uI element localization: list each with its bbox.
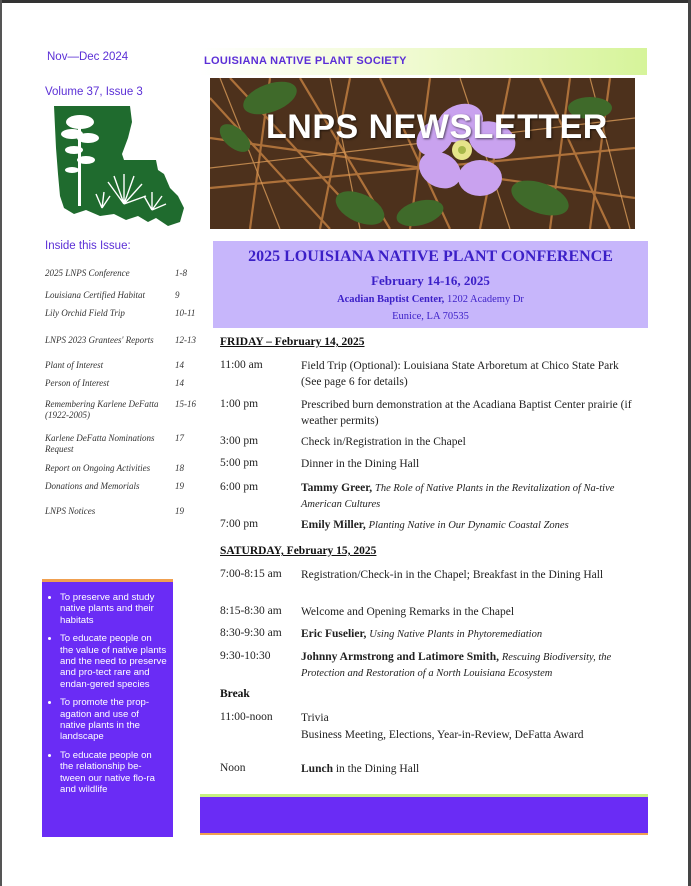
event-detail: in the Dining Hall bbox=[332, 763, 420, 775]
issue-date: Nov—Dec 2024 bbox=[47, 51, 129, 63]
schedule-time: 11:00 am bbox=[220, 359, 263, 371]
toc-title: Louisiana Certified Habitat bbox=[45, 290, 146, 300]
schedule-description: Registration/Check-in in the Chapel; Breakfast in the Dining Hall bbox=[301, 569, 604, 581]
schedule-time: 5:00 pm bbox=[220, 457, 259, 469]
mission-item: • To preserve and study native plants and their habitats bbox=[60, 592, 167, 626]
flower-photo bbox=[210, 78, 635, 229]
venue-address: 1202 Academy Dr bbox=[444, 294, 524, 305]
conference-city: Eunice, LA 70535 bbox=[392, 311, 469, 322]
talk-title: The Role of Native Plants in the Revitalization of Na-tive American Cultures bbox=[301, 483, 615, 510]
schedule-time: 7:00 pm bbox=[220, 518, 259, 530]
talk-title: Rescuing Biodiversity, the Protection and Restoration of a North Louisiana Ecosystem bbox=[301, 652, 612, 679]
schedule-description: Welcome and Opening Remarks in the Chapel bbox=[301, 606, 515, 618]
society-name: LOUISIANA NATIVE PLANT SOCIETY bbox=[204, 55, 407, 67]
toc-title: 2025 LNPS Conference bbox=[45, 268, 130, 278]
conference-title: 2025 LOUISIANA NATIVE PLANT CONFERENCE bbox=[248, 248, 613, 265]
volume-issue: Volume 37, Issue 3 bbox=[45, 86, 143, 98]
toc-pages: 10-11 bbox=[175, 308, 196, 318]
schedule-description: Field Trip (Optional): Louisiana State Arboretum at Chico State Park (See page 6 for details) bbox=[301, 360, 619, 388]
mission-box bbox=[42, 579, 173, 837]
schedule-description bbox=[301, 518, 641, 534]
speaker-name: Tammy Greer, bbox=[301, 482, 373, 494]
newsletter-title: LNPS NEWSLETTER bbox=[266, 108, 608, 146]
schedule-time: 9:30-10:30 bbox=[220, 650, 271, 662]
friday-heading: FRIDAY – February 14, 2025 bbox=[220, 336, 365, 348]
toc-title: Person of Interest bbox=[45, 378, 110, 388]
conference-dates: February 14-16, 2025 bbox=[371, 273, 490, 288]
schedule-line: Business Meeting, Elections, Year-in-Review, DeFatta Award bbox=[301, 728, 584, 741]
schedule-line: Trivia bbox=[301, 712, 329, 724]
toc-title: Karlene DeFatta Nominations Request bbox=[45, 433, 155, 454]
schedule-time: 7:00-8:15 am bbox=[220, 568, 282, 580]
schedule-time: Noon bbox=[220, 762, 246, 774]
event-name: Lunch bbox=[301, 763, 333, 775]
toc-pages: 19 bbox=[175, 481, 184, 491]
newsletter-banner bbox=[210, 78, 635, 229]
schedule-description bbox=[301, 711, 641, 743]
toc-title: Remembering Karlene DeFatta (1922-2005) bbox=[45, 399, 159, 420]
toc-pages: 18 bbox=[175, 463, 184, 473]
toc-pages: 14 bbox=[175, 360, 184, 370]
conference-venue bbox=[213, 294, 648, 305]
schedule-time: 6:00 pm bbox=[220, 481, 259, 493]
break-heading: Break bbox=[220, 688, 250, 700]
schedule-description bbox=[301, 481, 641, 512]
schedule-time: 3:00 pm bbox=[220, 435, 259, 447]
mission-item: • To educate people on the relationship be-tween our native flo-ra and wildlife bbox=[60, 750, 167, 796]
toc-title: Donations and Memorials bbox=[45, 481, 140, 491]
toc-pages: 15-16 bbox=[175, 399, 196, 409]
schedule-description: Prescribed burn demonstration at the Acadiana Baptist Center prairie (if weather permits) bbox=[301, 399, 632, 427]
toc-heading: Inside this Issue: bbox=[45, 240, 131, 252]
footer-accent-line bbox=[200, 833, 648, 835]
toc-pages: 19 bbox=[175, 506, 184, 516]
schedule-description: Dinner in the Dining Hall bbox=[301, 458, 420, 470]
speaker-name: Emily Miller, bbox=[301, 519, 366, 531]
saturday-heading: SATURDAY, February 15, 2025 bbox=[220, 545, 377, 557]
schedule-time: 8:15-8:30 am bbox=[220, 605, 282, 617]
speaker-name: Eric Fuselier, bbox=[301, 628, 367, 640]
toc-title: LNPS 2023 Grantees' Reports bbox=[45, 335, 154, 345]
speaker-name: Johnny Armstrong and Latimore Smith, bbox=[301, 651, 499, 663]
toc-title: LNPS Notices bbox=[45, 506, 96, 516]
conference-box bbox=[213, 241, 648, 328]
talk-title: Using Native Plants in Phytoremediation bbox=[369, 629, 543, 640]
page-left-border bbox=[0, 0, 2, 886]
schedule-time: 8:30-9:30 am bbox=[220, 627, 282, 639]
toc-pages: 12-13 bbox=[175, 335, 196, 345]
toc-title: Report on Ongoing Activities bbox=[45, 463, 151, 473]
schedule-time: 11:00-noon bbox=[220, 711, 273, 723]
mission-item: • To educate people on the value of native plants and the need to preserve and pro-tect rare and endan-gered species bbox=[60, 633, 167, 690]
schedule-description: Check in/Registration in the Chapel bbox=[301, 436, 466, 448]
schedule-description bbox=[301, 650, 641, 681]
society-name-bar bbox=[200, 48, 647, 75]
toc-pages: 9 bbox=[175, 290, 180, 300]
page-top-border bbox=[0, 0, 691, 3]
schedule-description bbox=[301, 627, 641, 643]
talk-title: Planting Native in Our Dynamic Coastal Zones bbox=[368, 520, 569, 531]
schedule-time: 1:00 pm bbox=[220, 398, 259, 410]
louisiana-state-logo bbox=[52, 104, 186, 228]
schedule-description bbox=[301, 762, 641, 778]
toc-pages: 17 bbox=[175, 433, 184, 443]
mission-item: • To promote the prop-agation and use of native plants in the landscape bbox=[60, 697, 167, 743]
toc-pages: 1-8 bbox=[175, 268, 187, 278]
footer-bar bbox=[200, 794, 648, 833]
toc-pages: 14 bbox=[175, 378, 184, 388]
venue-name: Acadian Baptist Center, bbox=[337, 294, 445, 305]
toc-title: Lily Orchid Field Trip bbox=[45, 308, 125, 318]
mission-list bbox=[42, 582, 173, 796]
toc-title: Plant of Interest bbox=[45, 360, 104, 370]
